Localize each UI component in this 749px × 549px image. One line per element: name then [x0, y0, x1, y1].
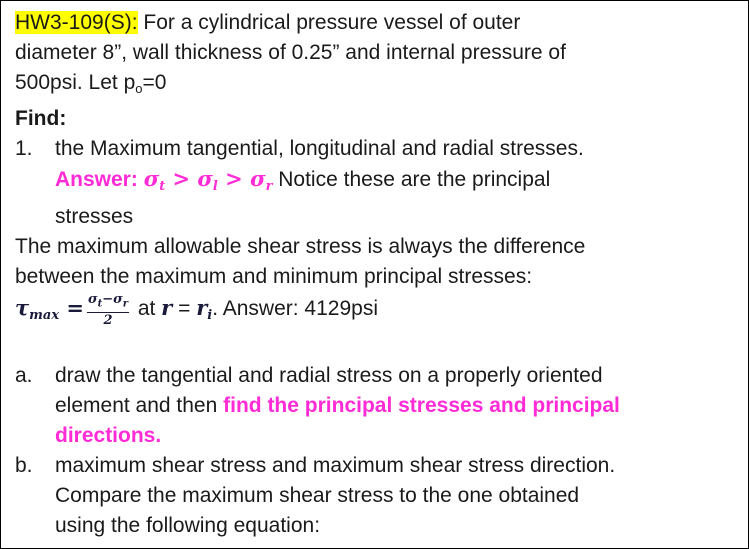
problem-line-2: diameter 8”, wall thickness of 0.25” and internal pressure of [15, 41, 566, 64]
shear-formula-line [15, 292, 743, 331]
item-a-highlight-text: find the principal stresses and principal [223, 394, 620, 418]
list-marker: a. [15, 364, 33, 388]
item-b-line-3: using the following equation: [55, 514, 321, 538]
list-marker: b. [15, 454, 33, 478]
pressure-value: =0 [142, 71, 167, 94]
problem-statement [15, 8, 743, 541]
shear-fraction [87, 292, 129, 328]
list-item-1 [15, 134, 743, 232]
notice-text: Notice these are the principal [272, 168, 551, 191]
problem-intro-text: For a cylindrical pressure vessel of outer [137, 11, 521, 34]
list-marker: 1. [15, 137, 33, 160]
item1-text: the Maximum tangential, longitudinal and radial stresses. [55, 137, 584, 160]
stress-inequality: $\sigma_t > \sigma_l > \sigma_r$ [143, 166, 273, 194]
item-a-plain-text: element and then [55, 394, 224, 418]
fraction-denominator: 2 [103, 312, 113, 328]
tau-max-symbol: $\tau_{max}$ = [15, 295, 84, 324]
spacer [15, 331, 743, 361]
item-a-line-3: directions. [55, 424, 162, 448]
problem-code: HW3-109(S): [15, 11, 138, 34]
item1-continuation: stresses [55, 205, 134, 228]
shear-answer-text: at $r = r_i$. Answer: 4129psi [131, 295, 378, 324]
find-heading: Find: [15, 107, 67, 130]
list-item-a [15, 361, 743, 451]
item-a-line-1: draw the tangential and radial stress on a properly oriented [55, 364, 603, 388]
pressure-subscript: o [135, 81, 143, 96]
answer-label: Answer: [55, 168, 138, 191]
item1-answer-line [55, 164, 743, 202]
fraction-numerator: $\sigma_t-\sigma_r$ [87, 292, 129, 313]
item-a-line-2 [55, 391, 743, 421]
problem-line-3 [15, 68, 743, 104]
pressure-text: 500psi. Let p [15, 71, 136, 94]
problem-title-line [15, 8, 743, 38]
shear-line-1: The maximum allowable shear stress is always the difference [15, 235, 586, 258]
shear-line-2: between the maximum and minimum principal stresses: [15, 265, 533, 288]
list-item-b [15, 451, 743, 541]
item-b-line-1: maximum shear stress and maximum shear stress direction. [55, 454, 616, 478]
item-b-line-2: Compare the maximum shear stress to the one obtained [55, 484, 580, 508]
